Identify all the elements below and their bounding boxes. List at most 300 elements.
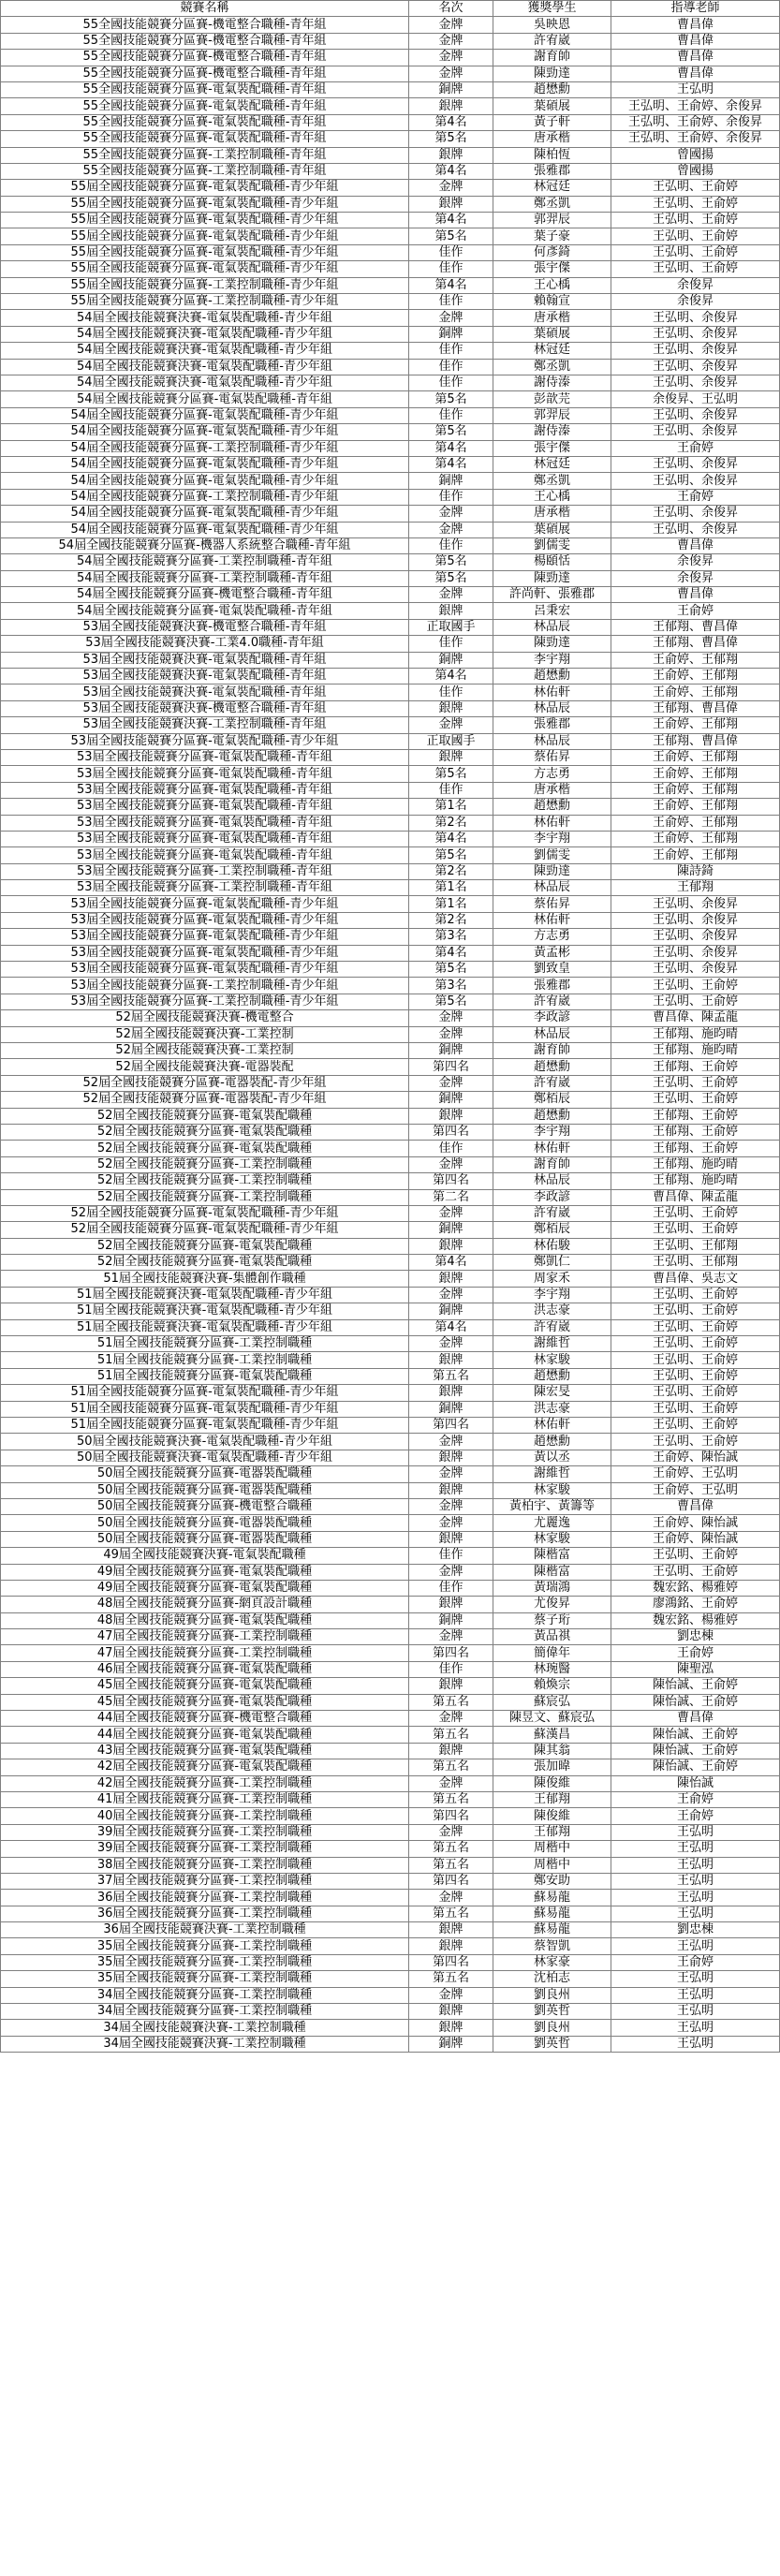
table-row	[1, 277, 780, 293]
teacher-cell: 王弘明、王俞婷	[611, 1336, 780, 1352]
rank-cell: 銅牌	[409, 473, 493, 489]
rank-cell: 第4名	[409, 669, 493, 684]
table-row	[1, 391, 780, 407]
student-cell: 葉碩展	[493, 98, 611, 114]
student-cell: 林家豪	[493, 1954, 611, 1970]
table-row	[1, 1189, 780, 1205]
teacher-cell: 余俊昇、王弘明	[611, 391, 780, 407]
student-cell: 林品辰	[493, 700, 611, 716]
student-cell: 謝侍溱	[493, 424, 611, 440]
teacher-cell: 余俊昇	[611, 570, 780, 586]
rank-cell: 第4名	[409, 213, 493, 228]
table-row	[1, 1873, 780, 1889]
student-cell: 劉儒雯	[493, 847, 611, 863]
student-cell: 林品辰	[493, 1026, 611, 1042]
rank-cell: 金牌	[409, 17, 493, 33]
teacher-cell: 陳詩錡	[611, 863, 780, 879]
rank-cell: 第四名	[409, 1873, 493, 1889]
competition-name-cell: 55全國技能競賽分區賽-機電整合職種-青年組	[1, 66, 409, 81]
student-cell: 許尚軒、張雅郡	[493, 587, 611, 603]
student-cell: 黃子軒	[493, 114, 611, 130]
rank-cell: 佳作	[409, 1580, 493, 1596]
rank-cell: 銀牌	[409, 1352, 493, 1368]
student-cell: 方志勇	[493, 929, 611, 945]
table-row	[1, 1498, 780, 1514]
competition-name-cell: 53屆全國技能競賽決賽-電氣裝配職種-青年組	[1, 669, 409, 684]
teacher-cell: 王俞婷	[611, 440, 780, 456]
student-cell: 謝侍溱	[493, 375, 611, 390]
competition-name-cell: 53屆全國技能競賽分區賽-電氣裝配職種-青少年組	[1, 962, 409, 978]
table-row	[1, 570, 780, 586]
table-row	[1, 196, 780, 212]
student-cell: 王郁翔	[493, 1791, 611, 1807]
table-row	[1, 407, 780, 423]
competition-name-cell: 42屆全國技能競賽分區賽-電氣裝配職種	[1, 1759, 409, 1775]
table-row	[1, 261, 780, 277]
rank-cell: 佳作	[409, 343, 493, 359]
student-cell: 林佑軒	[493, 1417, 611, 1433]
competition-name-cell: 55屆全國技能競賽分區賽-電氣裝配職種-青少年組	[1, 213, 409, 228]
table-row	[1, 1108, 780, 1124]
table-row	[1, 1434, 780, 1450]
competition-name-cell: 53屆全國技能競賽分區賽-工業控制職種-青少年組	[1, 994, 409, 1009]
teacher-cell: 王郁翔、王俞婷	[611, 1141, 780, 1156]
student-cell: 趙懋勳	[493, 1059, 611, 1075]
rank-cell: 第4名	[409, 277, 493, 293]
rank-cell: 金牌	[409, 1075, 493, 1091]
rank-cell: 第5名	[409, 391, 493, 407]
teacher-cell: 王弘明、余俊昇	[611, 407, 780, 423]
competition-name-cell: 52屆全國技能競賽分區賽-工業控制職種	[1, 1189, 409, 1205]
table-row	[1, 619, 780, 635]
table-row	[1, 1580, 780, 1596]
competition-name-cell: 35屆全國技能競賽分區賽-工業控制職種	[1, 1971, 409, 1987]
table-row	[1, 1791, 780, 1807]
table-row	[1, 1368, 780, 1384]
table-row	[1, 766, 780, 782]
competition-name-cell: 50屆全國技能競賽分區賽-電器裝配職種	[1, 1531, 409, 1547]
competition-name-cell: 55屆全國技能競賽分區賽-電氣裝配職種-青少年組	[1, 196, 409, 212]
teacher-cell: 王郁翔、王俞婷	[611, 1124, 780, 1140]
competition-name-cell: 53屆全國技能競賽分區賽-電氣裝配職種-青年組	[1, 815, 409, 831]
competition-name-cell: 48屆全國技能競賽分區賽-網頁設計職種	[1, 1597, 409, 1612]
teacher-cell: 王弘明、王俞婷	[611, 1303, 780, 1319]
student-cell: 郭羿辰	[493, 407, 611, 423]
table-row	[1, 929, 780, 945]
rank-cell: 佳作	[409, 537, 493, 553]
teacher-cell: 王俞婷、陳怡誠	[611, 1515, 780, 1531]
table-row	[1, 1759, 780, 1775]
competition-name-cell: 52屆全國技能競賽分區賽-電器裝配-青少年組	[1, 1075, 409, 1091]
student-cell: 劉英哲	[493, 2036, 611, 2052]
table-row	[1, 1222, 780, 1238]
teacher-cell: 王弘明、王俞婷	[611, 1401, 780, 1417]
competition-name-cell: 55全國技能競賽分區賽-機電整合職種-青年組	[1, 33, 409, 49]
table-row	[1, 554, 780, 570]
rank-cell: 第五名	[409, 1759, 493, 1775]
table-row	[1, 1092, 780, 1108]
table-row	[1, 1954, 780, 1970]
teacher-cell: 王弘明、余俊昇	[611, 310, 780, 326]
competition-name-cell: 36屆全國技能競賽分區賽-工業控制職種	[1, 1890, 409, 1906]
student-cell: 劉儒雯	[493, 537, 611, 553]
table-row	[1, 473, 780, 489]
student-cell: 林佑軒	[493, 1141, 611, 1156]
table-row	[1, 1010, 780, 1026]
teacher-cell: 王弘明、余俊昇	[611, 456, 780, 472]
student-cell: 林冠廷	[493, 180, 611, 196]
table-row	[1, 50, 780, 66]
teacher-cell: 魏宏銘、楊雅婷	[611, 1580, 780, 1596]
teacher-cell: 王弘明	[611, 1987, 780, 2003]
rank-cell: 第5名	[409, 554, 493, 570]
table-row	[1, 603, 780, 619]
teacher-cell: 曹昌偉	[611, 1711, 780, 1727]
table-row	[1, 1059, 780, 1075]
student-cell: 林品辰	[493, 1173, 611, 1189]
table-row	[1, 326, 780, 342]
student-cell: 尤俊昇	[493, 1597, 611, 1612]
competition-name-cell: 53屆全國技能競賽分區賽-電氣裝配職種-青年組	[1, 831, 409, 846]
table-row	[1, 1352, 780, 1368]
competition-name-cell: 53屆全國技能競賽決賽-工業控制職種-青年組	[1, 717, 409, 733]
student-cell: 林佑軒	[493, 684, 611, 700]
rank-cell: 銀牌	[409, 1743, 493, 1759]
student-cell: 林品辰	[493, 733, 611, 749]
rank-cell: 第五名	[409, 1791, 493, 1807]
competition-name-cell: 49屆全國技能競賽分區賽-電氣裝配職種	[1, 1564, 409, 1580]
teacher-cell: 王弘明、余俊昇	[611, 929, 780, 945]
table-row	[1, 684, 780, 700]
teacher-cell: 王弘明、余俊昇	[611, 896, 780, 912]
table-row	[1, 636, 780, 652]
teacher-cell: 王弘明、王俞婷	[611, 261, 780, 277]
student-cell: 方志勇	[493, 766, 611, 782]
rank-cell: 第5名	[409, 962, 493, 978]
table-row	[1, 1255, 780, 1271]
student-cell: 劉良州	[493, 2020, 611, 2036]
teacher-cell: 王弘明、王俞婷	[611, 1075, 780, 1091]
student-cell: 周楷中	[493, 1841, 611, 1857]
table-row	[1, 669, 780, 684]
teacher-cell: 王弘明	[611, 81, 780, 97]
student-cell: 林家駿	[493, 1531, 611, 1547]
table-row	[1, 1450, 780, 1465]
competition-name-cell: 53屆全國技能競賽決賽-電氣裝配職種-青年組	[1, 684, 409, 700]
table-row	[1, 1661, 780, 1677]
teacher-cell: 王弘明、王俞婷	[611, 244, 780, 260]
rank-cell: 第五名	[409, 1694, 493, 1710]
competition-name-cell: 55全國技能競賽分區賽-電氣裝配職種-青年組	[1, 114, 409, 130]
competition-name-cell: 47屆全國技能競賽分區賽-工業控制職種	[1, 1645, 409, 1661]
table-row	[1, 310, 780, 326]
table-row	[1, 537, 780, 553]
teacher-cell: 王弘明、余俊昇	[611, 473, 780, 489]
teacher-cell: 王俞婷、王郁翔	[611, 799, 780, 815]
competition-name-cell: 55屆全國技能競賽分區賽-工業控制職種-青少年組	[1, 294, 409, 310]
student-cell: 陳楷富	[493, 1548, 611, 1564]
student-cell: 黃以丞	[493, 1450, 611, 1465]
competition-name-cell: 35屆全國技能競賽分區賽-工業控制職種	[1, 1954, 409, 1970]
competition-name-cell: 51屆全國技能競賽分區賽-工業控制職種	[1, 1336, 409, 1352]
rank-cell: 銅牌	[409, 1222, 493, 1238]
student-cell: 陳俊維	[493, 1808, 611, 1824]
teacher-cell: 王弘明	[611, 1890, 780, 1906]
table-row	[1, 863, 780, 879]
competition-name-cell: 54屆全國技能競賽分區賽-工業控制職種-青年組	[1, 570, 409, 586]
competition-name-cell: 54屆全國技能競賽決賽-電氣裝配職種-青少年組	[1, 326, 409, 342]
table-row	[1, 1124, 780, 1140]
table-row	[1, 522, 780, 537]
table-row	[1, 213, 780, 228]
table-row	[1, 1890, 780, 1906]
student-cell: 林家駿	[493, 1482, 611, 1498]
student-cell: 黃品祺	[493, 1629, 611, 1645]
rank-cell: 佳作	[409, 1661, 493, 1677]
student-cell: 呂秉宏	[493, 603, 611, 619]
student-cell: 黃孟彬	[493, 945, 611, 961]
teacher-cell: 王郁翔、施昀晴	[611, 1043, 780, 1059]
rank-cell: 佳作	[409, 1141, 493, 1156]
rank-cell: 第3名	[409, 978, 493, 994]
teacher-cell: 王弘明、余俊昇	[611, 522, 780, 537]
teacher-cell: 王俞婷	[611, 603, 780, 619]
competition-name-cell: 36屆全國技能競賽決賽-工業控制職種	[1, 1922, 409, 1938]
rank-cell: 第四名	[409, 1645, 493, 1661]
rank-cell: 佳作	[409, 782, 493, 798]
rank-cell: 第五名	[409, 1368, 493, 1384]
teacher-cell: 王弘明、余俊昇	[611, 343, 780, 359]
table-row	[1, 98, 780, 114]
competition-name-cell: 52屆全國技能競賽分區賽-工業控制職種	[1, 1156, 409, 1172]
student-cell: 許宥崴	[493, 1205, 611, 1221]
competition-name-cell: 52屆全國技能競賽分區賽-電氣裝配職種	[1, 1124, 409, 1140]
competition-name-cell: 55屆全國技能競賽分區賽-電氣裝配職種-青少年組	[1, 261, 409, 277]
rank-cell: 銀牌	[409, 1108, 493, 1124]
teacher-cell: 余俊昇	[611, 277, 780, 293]
rank-cell: 銀牌	[409, 98, 493, 114]
teacher-cell: 王弘明、王俞婷	[611, 1548, 780, 1564]
rank-cell: 佳作	[409, 1548, 493, 1564]
rank-cell: 銅牌	[409, 1401, 493, 1417]
teacher-cell: 王弘明、余俊昇	[611, 359, 780, 375]
rank-cell: 銀牌	[409, 1271, 493, 1287]
competition-name-cell: 53屆全國技能競賽分區賽-電氣裝配職種-青年組	[1, 749, 409, 765]
competition-name-cell: 52屆全國技能競賽分區賽-工業控制職種	[1, 1173, 409, 1189]
student-cell: 李政諺	[493, 1010, 611, 1026]
competition-name-cell: 48屆全國技能競賽分區賽-電氣裝配職種	[1, 1612, 409, 1628]
teacher-cell: 王俞婷、王郁翔	[611, 669, 780, 684]
teacher-cell: 王弘明、王俞婷	[611, 213, 780, 228]
student-cell: 蔡子珩	[493, 1612, 611, 1628]
table-row	[1, 1694, 780, 1710]
competition-name-cell: 53屆全國技能競賽分區賽-電氣裝配職種-青少年組	[1, 929, 409, 945]
rank-cell: 第四名	[409, 1954, 493, 1970]
student-cell: 林冠廷	[493, 343, 611, 359]
student-cell: 鄭栢辰	[493, 1092, 611, 1108]
competition-name-cell: 53屆全國技能競賽分區賽-電氣裝配職種-青少年組	[1, 733, 409, 749]
student-cell: 陳勁達	[493, 863, 611, 879]
table-row	[1, 1841, 780, 1857]
awards-table-body	[1, 17, 780, 2053]
rank-cell: 銀牌	[409, 2020, 493, 2036]
table-row	[1, 1205, 780, 1221]
competition-name-cell: 52屆全國技能競賽決賽-工業控制	[1, 1026, 409, 1042]
student-cell: 趙懋勳	[493, 1108, 611, 1124]
student-cell: 蔡佑昇	[493, 896, 611, 912]
table-row	[1, 294, 780, 310]
rank-cell: 金牌	[409, 180, 493, 196]
rank-cell: 金牌	[409, 1498, 493, 1514]
competition-name-cell: 53屆全國技能競賽分區賽-工業控制職種-青少年組	[1, 978, 409, 994]
competition-name-cell: 53屆全國技能競賽決賽-電氣裝配職種-青年組	[1, 652, 409, 668]
competition-name-cell: 43屆全國技能競賽分區賽-電氣裝配職種	[1, 1743, 409, 1759]
table-row	[1, 1075, 780, 1091]
student-cell: 葉碩展	[493, 326, 611, 342]
rank-cell: 佳作	[409, 244, 493, 260]
table-row	[1, 114, 780, 130]
teacher-cell: 王郁翔	[611, 880, 780, 896]
competition-name-cell: 55全國技能競賽分區賽-機電整合職種-青年組	[1, 17, 409, 33]
rank-cell: 第5名	[409, 847, 493, 863]
competition-name-cell: 55屆全國技能競賽分區賽-電氣裝配職種-青少年組	[1, 244, 409, 260]
student-cell: 蘇易龍	[493, 1890, 611, 1906]
competition-name-cell: 34屆全國技能競賽決賽-工業控制職種	[1, 2036, 409, 2052]
table-row	[1, 1808, 780, 1824]
teacher-cell: 余俊昇	[611, 554, 780, 570]
table-row	[1, 2036, 780, 2052]
table-row	[1, 733, 780, 749]
table-row	[1, 1466, 780, 1482]
student-cell: 唐承楷	[493, 310, 611, 326]
rank-cell: 銅牌	[409, 652, 493, 668]
rank-cell: 第4名	[409, 114, 493, 130]
rank-cell: 銀牌	[409, 2004, 493, 2020]
teacher-cell: 王弘明、余俊昇	[611, 424, 780, 440]
table-row	[1, 1548, 780, 1564]
rank-cell: 銀牌	[409, 1922, 493, 1938]
teacher-cell: 王郁翔、王俞婷	[611, 1059, 780, 1075]
student-cell: 謝維哲	[493, 1336, 611, 1352]
competition-name-cell: 55屆全國技能競賽分區賽-電氣裝配職種-青少年組	[1, 228, 409, 244]
teacher-cell: 王俞婷、陳怡誠	[611, 1531, 780, 1547]
rank-cell: 第四名	[409, 1059, 493, 1075]
table-row	[1, 1629, 780, 1645]
competition-name-cell: 55全國技能競賽分區賽-電氣裝配職種-青年組	[1, 98, 409, 114]
competition-name-cell: 51屆全國技能競賽分區賽-電氣裝配職種-青少年組	[1, 1401, 409, 1417]
competition-name-cell: 55全國技能競賽分區賽-工業控制職種-青年組	[1, 147, 409, 163]
table-row	[1, 1727, 780, 1743]
table-row	[1, 880, 780, 896]
student-cell: 陳俊維	[493, 1775, 611, 1791]
table-row	[1, 1303, 780, 1319]
rank-cell: 第四名	[409, 1417, 493, 1433]
table-row	[1, 782, 780, 798]
table-row	[1, 2004, 780, 2020]
competition-name-cell: 41屆全國技能競賽分區賽-工業控制職種	[1, 1791, 409, 1807]
rank-cell: 金牌	[409, 1890, 493, 1906]
student-cell: 謝育帥	[493, 1156, 611, 1172]
student-cell: 蘇易龍	[493, 1922, 611, 1938]
teacher-cell: 王弘明、王俞婷	[611, 1417, 780, 1433]
table-row	[1, 652, 780, 668]
teacher-cell: 陳怡誠、王俞婷	[611, 1743, 780, 1759]
student-cell: 趙懋勳	[493, 799, 611, 815]
table-row	[1, 978, 780, 994]
rank-cell: 第5名	[409, 131, 493, 147]
rank-cell: 銀牌	[409, 1450, 493, 1465]
teacher-cell: 王俞婷、王郁翔	[611, 749, 780, 765]
student-cell: 蘇宸弘	[493, 1694, 611, 1710]
rank-cell: 正取國手	[409, 733, 493, 749]
student-cell: 何彥錡	[493, 244, 611, 260]
competition-name-cell: 55全國技能競賽分區賽-機電整合職種-青年組	[1, 50, 409, 66]
competition-name-cell: 53屆全國技能競賽分區賽-電氣裝配職種-青少年組	[1, 945, 409, 961]
competition-name-cell: 54屆全國技能競賽決賽-電氣裝配職種-青少年組	[1, 343, 409, 359]
teacher-cell: 王弘明	[611, 1906, 780, 1921]
competition-name-cell: 53屆全國技能競賽分區賽-工業控制職種-青年組	[1, 880, 409, 896]
rank-cell: 第1名	[409, 799, 493, 815]
competition-name-cell: 39屆全國技能競賽分區賽-工業控制職種	[1, 1841, 409, 1857]
rank-cell: 銀牌	[409, 700, 493, 716]
competition-name-cell: 54屆全國技能競賽分區賽-電氣裝配職種-青少年組	[1, 473, 409, 489]
teacher-cell: 王弘明	[611, 1824, 780, 1840]
student-cell: 王心楀	[493, 277, 611, 293]
rank-cell: 佳作	[409, 375, 493, 390]
rank-cell: 金牌	[409, 310, 493, 326]
table-row	[1, 1987, 780, 2003]
table-row	[1, 799, 780, 815]
rank-cell: 金牌	[409, 1515, 493, 1531]
header-student: 獲獎學生	[493, 1, 611, 17]
rank-cell: 金牌	[409, 1466, 493, 1482]
competition-name-cell: 52屆全國技能競賽分區賽-電氣裝配職種	[1, 1238, 409, 1254]
rank-cell: 金牌	[409, 506, 493, 522]
rank-cell: 第5名	[409, 766, 493, 782]
student-cell: 賴煥宗	[493, 1678, 611, 1694]
student-cell: 林佑軒	[493, 815, 611, 831]
competition-name-cell: 52屆全國技能競賽決賽-工業控制	[1, 1043, 409, 1059]
table-row	[1, 1385, 780, 1401]
competition-name-cell: 51屆全國技能競賽決賽-電氣裝配職種-青少年組	[1, 1319, 409, 1335]
table-row	[1, 717, 780, 733]
table-row	[1, 1612, 780, 1628]
student-cell: 趙懋勳	[493, 669, 611, 684]
student-cell: 林冠廷	[493, 456, 611, 472]
teacher-cell: 劉忠棟	[611, 1922, 780, 1938]
competition-name-cell: 51屆全國技能競賽分區賽-電氣裝配職種-青少年組	[1, 1417, 409, 1433]
competition-name-cell: 54屆全國技能競賽分區賽-電氣裝配職種-青少年組	[1, 522, 409, 537]
student-cell: 鄭丞凱	[493, 196, 611, 212]
rank-cell: 銅牌	[409, 81, 493, 97]
rank-cell: 銀牌	[409, 147, 493, 163]
teacher-cell: 王弘明、王俞婷	[611, 1368, 780, 1384]
rank-cell: 第4名	[409, 945, 493, 961]
student-cell: 林琬醫	[493, 1661, 611, 1677]
student-cell: 洪志豪	[493, 1303, 611, 1319]
table-row	[1, 1156, 780, 1172]
competition-name-cell: 55全國技能競賽分區賽-電氣裝配職種-青年組	[1, 131, 409, 147]
competition-name-cell: 54屆全國技能競賽分區賽-工業控制職種-青年組	[1, 554, 409, 570]
table-row	[1, 815, 780, 831]
student-cell: 蔡智凱	[493, 1938, 611, 1954]
rank-cell: 佳作	[409, 684, 493, 700]
competition-name-cell: 45屆全國技能競賽分區賽-電氣裝配職種	[1, 1694, 409, 1710]
teacher-cell: 王弘明、王俞婷	[611, 1385, 780, 1401]
table-row	[1, 440, 780, 456]
teacher-cell: 王弘明、王郁翔	[611, 1238, 780, 1254]
competition-name-cell: 51屆全國技能競賽分區賽-電氣裝配職種-青少年組	[1, 1385, 409, 1401]
